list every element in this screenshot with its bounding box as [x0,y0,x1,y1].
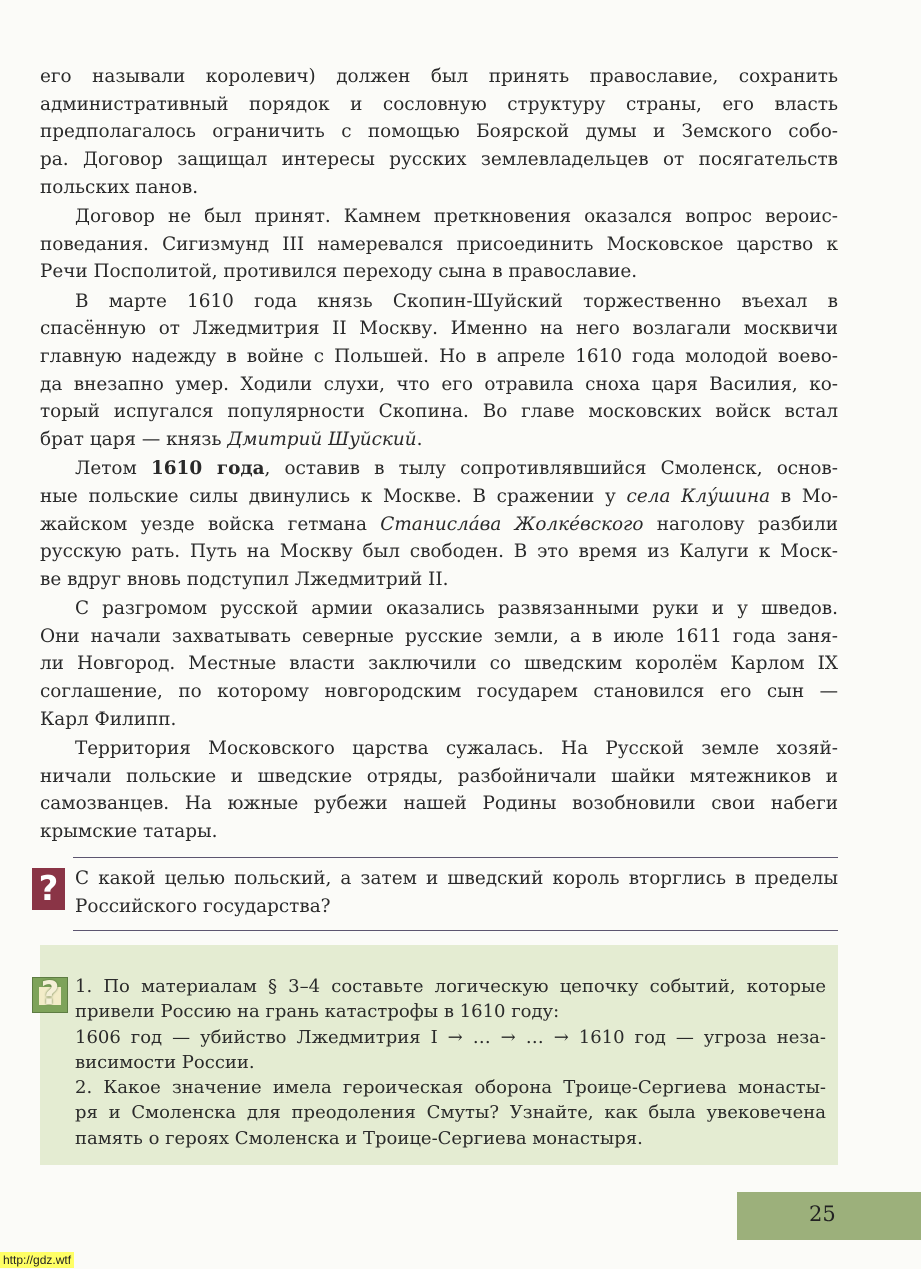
italic-term: села Клу́шина [626,485,771,507]
text-run: главную надежду в войне с Польшей. Но в апреле 1610 года молодой воево- [40,345,838,367]
text-run: да внезапно умер. Ходили слухи, что его отравила сноха царя Василия, ко- [40,373,838,395]
text-line [40,735,838,763]
text-line [40,818,838,846]
task-line: 1606 год — убийство Лжедмитрия I → … → … → 1610 год — угроза неза- [75,1026,826,1048]
text-run: польских панов. [40,176,199,198]
text-run: Карл Филипп. [40,708,177,730]
text-run: Летом [75,458,151,480]
book-question-icon: ? [32,977,68,1013]
task-line: память о героях Смоленска и Троице-Сергиева монастыря. [75,1127,643,1149]
text-run: Договор не был принят. Камнем преткновения оказался вопрос вероис- [75,205,838,227]
text-line [40,398,838,426]
text-run: В марте 1610 года князь Скопин-Шуйский торжественно въехал в [75,290,838,312]
text-run: русскую рать. Путь на Москву был свободен. В это время из Калуги к Моск- [40,541,838,563]
text-run: предполагалось ограничить с помощью Боярской думы и Земского собо- [40,121,838,143]
text-run: торый испугался популярности Скопина. Во главе московских войск встал [40,401,838,423]
text-line [40,288,838,316]
text-line [40,371,838,399]
page-number: 25 [809,1202,836,1226]
text-run: поведания. Сигизмунд III намеревался присоединить Московское царство к [40,233,838,255]
text-run: самозванцев. На южные рубежи нашей Родины возобновили свои набеги [40,793,838,815]
text-line [40,595,838,623]
text-line [40,650,838,678]
text-run: , оставив в тылу сопротивлявшийся Смоленск, основ- [264,458,838,480]
task-line: висимости России. [75,1051,255,1073]
divider-top [73,857,838,858]
text-run: ные польские силы двинулись к Москве. В сражении у [40,485,627,507]
tasks-text [75,974,826,1151]
text-run: . [416,428,423,450]
italic-term: Дмитрий Шуйский [227,428,417,450]
review-question [75,866,838,921]
italic-term: Станисла́ва Жолке́вского [380,513,644,535]
main-text [40,63,838,847]
text-run: С разгромом русской армии оказались развязанными руки и у шведов. [75,598,838,620]
text-run: ничали польские и шведские отряды, разбойничали шайки мятежников и [40,765,838,787]
text-line [40,538,838,566]
text-line [40,763,838,791]
text-run: жайском уезде войска гетмана [40,513,381,535]
text-line [40,231,838,259]
text-run: в Мо- [770,485,838,507]
text-line [40,343,838,371]
text-run: административный порядок и сословную структуру страны, его власть [40,93,838,115]
text-line [40,118,838,146]
text-run: ли Новгород. Местные власти заключили со шведским королём Карлом IX [40,653,838,675]
text-line [40,63,838,91]
text-line [40,706,838,734]
text-line [40,146,838,174]
task-line: 2. Какое значение имела героическая оборона Троице-Сергиева монасты- [75,1077,826,1099]
text-line [40,678,838,706]
text-line [40,203,838,231]
question-mark-icon: ? [32,868,65,910]
paragraph-gap [40,846,838,848]
text-line [40,483,838,511]
text-line [40,258,838,286]
divider-bottom [73,930,838,931]
text-run: его называли королевич) должен был принять православие, сохранить [40,66,838,87]
task-line: 1. По материалам § 3–4 составьте логическую цепочку событий, которые [75,976,826,997]
text-line [40,174,838,202]
page-number-tab [737,1192,921,1240]
task-line: привели Россию на грань катастрофы в 1610 году: [75,1001,560,1023]
question-line: С какой целью польский, а затем и шведский король вторглись в пределы [75,868,838,889]
text-run: Территория Московского царства сужалась. На Русской земле хозяй- [75,738,838,759]
text-line [40,91,838,119]
text-line [40,426,838,454]
task-line: ря и Смоленска для преодоления Смуты? Узнайте, как была увековечена [75,1102,826,1124]
text-run: наголову разбили [643,513,839,535]
text-run: Они начали захватывать северные русские земли, а в июле 1611 года заня- [40,625,838,647]
text-run: Речи Посполитой, противился переходу сына в православие. [40,261,638,283]
text-run: ра. Договор защищал интересы русских землевладельцев от посягательств [40,149,838,171]
text-line [40,315,838,343]
text-line [40,455,838,483]
text-line [40,566,838,594]
text-run: соглашение, по которому новгородским государем становился его сын — [40,681,838,703]
text-line [40,623,838,651]
bold-date: 1610 года [150,458,265,480]
text-run: ве вдруг вновь подступил Лжедмитрий II. [40,568,449,590]
question-line: Российского государства? [75,895,331,917]
text-run: крымские татары. [40,821,218,843]
text-run: спасённую от Лжедмитрия II Москву. Именно на него возлагали москвичи [40,318,838,340]
text-line [40,790,838,818]
watermark-link[interactable]: http://gdz.wtf [0,1252,74,1268]
text-run: брат царя — князь [40,428,228,450]
text-line [40,511,838,539]
